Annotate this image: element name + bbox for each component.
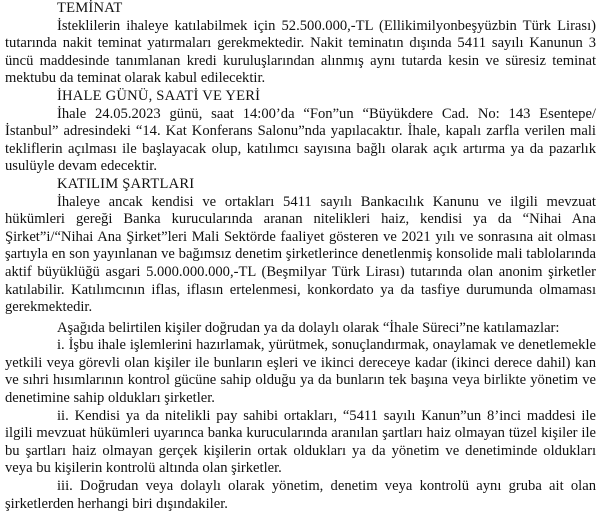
section-heading-teminat: TEMİNAT [57, 0, 123, 16]
list-item-iii: iii. Doğrudan veya dolaylı olarak yönetim, denetim veya kontrolü aynı gruba ait olan şirketlerden herhangi biri dışındakiler. [5, 478, 596, 512]
list-item-ii: ii. Kendisi ya da nitelikli pay sahibi ortakları, “5411 sayılı Kanun”un 8’inci maddesi ile ilgili mevzuat hükümleri uyarınca banka kurucularında aranılan şartları haiz olmayan tüzel kişiler ile bu şartları haiz olmayan gerçek kişilerin ortak oldukları ya da yönetim ve denetiminde oldukları veya bu kişilerin kontrolü altında olan şirketler. [5, 407, 596, 477]
section-heading-katilim: KATILIM ŞARTLARI [57, 175, 195, 192]
paragraph-teminat: İsteklilerin ihaleye katılabilmek için 52.500.000,-TL (Ellikimilyonbeşyüzbin Türk Lirası) tutarında nakit teminat yatırmaları gerekmektedir. Nakit teminatın dışında 5411 sayılı Kanunun 3 üncü maddesinde tanımlanan kredi kuruluşlarından alınmış aynı tutarda kesin ve süresiz teminat mektubu da teminat olarak kabul edilecektir. [5, 17, 596, 87]
list-item-i: i. İşbu ihale işlemlerini hazırlamak, yürütmek, sonuçlandırmak, onaylamak ve denetlemekle yetkili veya görevli olan kişiler ile bunların eşleri ve ikinci dereceye kadar (ikinci derece dahil) kan ve sıhri hısımlarının kontrol gücüne sahip olduğu ya da bunların tek başına veya birlikte yönetim ve denetimine sahip oldukları şirketler. [5, 337, 596, 407]
paragraph-ihale: İhale 24.05.2023 günü, saat 14:00’da “Fon”un “Büyükdere Cad. No: 143 Esentepe/İstanbul” adresindeki “14. Kat Konferans Salonu”nda yapılacaktır. İhale, kapalı zarfla verilen mali tekliflerin açılması ile başlayacak olup, katılımcı sayısına bağlı olarak açık artırma ya da pazarlık usulüyle devam edecektir. [5, 105, 596, 175]
paragraph-exclusion-intro: Aşağıda belirtilen kişiler doğrudan ya da dolaylı olarak “İhale Süreci”ne katılamazlar: [57, 319, 560, 336]
section-heading-ihale: İHALE GÜNÜ, SAATİ VE YERİ [57, 87, 261, 104]
paragraph-katilim: İhaleye ancak kendisi ve ortakları 5411 sayılı Bankacılık Kanunu ve ilgili mevzuat hükümleri gereği Banka kurucularında aranan nitelikleri haiz, kendisi ya da “Nihai Ana Şirket”i/“Nihai Ana Şirket”leri Mali Sektörde faaliyet gösteren ve 2021 yılı ve sonrasına ait olması şartıyla en son yayınlanan ve bağımsız denetim şirketlerince denetlenmiş konsolide mali tablolarında aktif büyüklüğü asgari 5.000.000.000,-TL (Beşmilyar Türk Lirası) tutarında olan anonim şirketler katılabilir. Katılımcının iflas, iflasın ertelenmesi, konkordato ya da tasfiye durumunda olmaması gerekmektedir. [5, 193, 596, 316]
